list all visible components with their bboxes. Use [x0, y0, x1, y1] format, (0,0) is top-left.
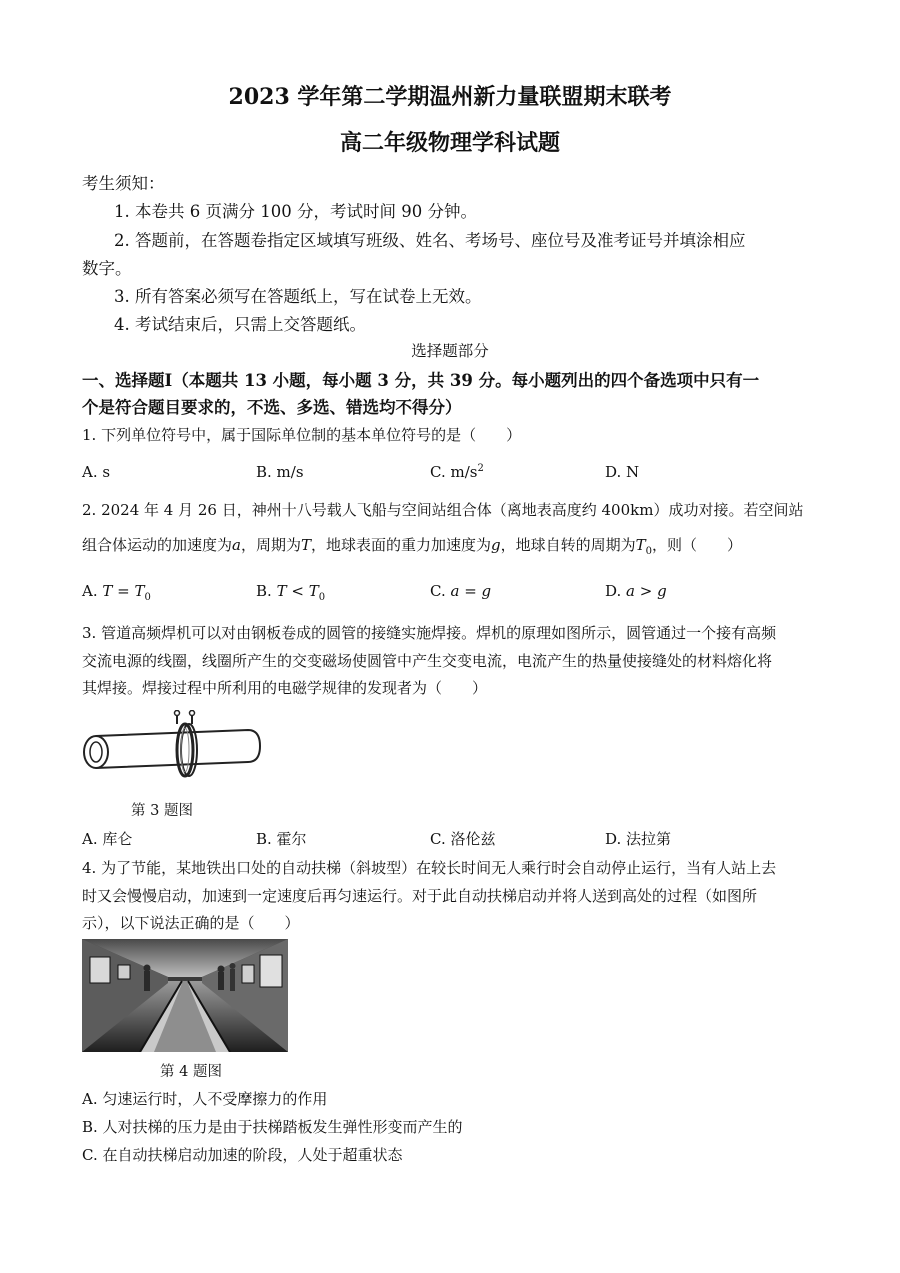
q2-option-c-label: C. — [430, 582, 446, 600]
q2-option-b-expr: T < T — [276, 582, 319, 600]
q3-option-b: B. 霍尔 — [256, 830, 307, 848]
q2-option-a-label: A. — [82, 582, 98, 600]
q2-option-a — [82, 582, 151, 603]
q1-option-b: B. m/s — [256, 463, 304, 481]
q3-figure-caption: 第 3 题图 — [131, 803, 193, 819]
q4-line2: 时又会慢慢启动，加速到一定速度后再匀速运行。对于此自动扶梯启动并将人送到高处的过程（如图所 — [82, 887, 758, 905]
q2-line2-e: ，则（ ） — [652, 536, 743, 554]
q2-option-c — [430, 582, 491, 600]
q2-line2-d: ，地球自转的周期为 — [500, 536, 636, 554]
q1-text: 1. 下列单位符号中，属于国际单位制的基本单位符号的是（ ） — [82, 426, 522, 444]
notice-item-4: 4. 考试结束后，只需上交答题纸。 — [114, 315, 366, 334]
q2-sub0: 0 — [645, 546, 653, 557]
q4-option-a: A. 匀速运行时，人不受摩擦力的作用 — [82, 1090, 328, 1108]
q4-option-b: B. 人对扶梯的压力是由于扶梯踏板发生弹性形变而产生的 — [82, 1118, 463, 1136]
q2-line2-b: ，周期为 — [240, 536, 301, 554]
q3-line1: 3. 管道高频焊机可以对由钢板卷成的圆管的接缝实施焊接。焊机的原理如图所示，圆管通过一个接有高频 — [82, 624, 777, 642]
q2-option-a-expr: T = T — [102, 582, 145, 600]
q4-escalator-photo — [82, 939, 288, 1052]
q2-line2-c: ，地球表面的重力加速度为 — [311, 536, 492, 554]
notice-item-2: 2. 答题前，在答题卷指定区域填写班级、姓名、考场号、座位号及准考证号并填涂相应 — [114, 231, 746, 250]
q2-option-b-label: B. — [256, 582, 272, 600]
q3-line2: 交流电源的线圈，线圈所产生的交变磁场使圆管中产生交变电流，电流产生的热量使接缝处的材料熔化将 — [82, 652, 773, 670]
q1-option-c-text: C. m/s — [430, 463, 478, 481]
section-heading-line2: 个是符合题目要求的，不选、多选、错选均不得分） — [82, 398, 462, 417]
q2-option-a-sub: 0 — [144, 592, 151, 603]
q2-option-b — [256, 582, 325, 603]
q3-line3: 其焊接。焊接过程中所利用的电磁学规律的发现者为（ ） — [82, 679, 488, 697]
notice-heading: 考生须知： — [82, 174, 165, 193]
q2-option-c-expr: a = g — [450, 582, 492, 600]
notice-item-2-cont: 数字。 — [82, 259, 132, 278]
q2-var-g: g — [491, 536, 501, 554]
q1-option-c — [430, 463, 484, 481]
q2-line2-a: 组合体运动的加速度为 — [82, 536, 233, 554]
q1-option-d: D. N — [605, 463, 640, 481]
q3-option-a: A. 库仑 — [82, 830, 133, 848]
q2-option-d — [605, 582, 667, 600]
q2-option-b-sub: 0 — [318, 592, 326, 603]
q2-option-d-label: D. — [605, 582, 622, 600]
q2-line2 — [82, 534, 742, 557]
exam-title: 2023 学年第二学期温州新力量联盟期末联考 — [228, 84, 672, 110]
q4-figure-caption: 第 4 题图 — [160, 1064, 222, 1080]
q3-option-c: C. 洛伦兹 — [430, 830, 496, 848]
notice-item-3: 3. 所有答案必须写在答题纸上，写在试卷上无效。 — [114, 287, 482, 306]
q2-var-T: T — [300, 536, 311, 554]
notice-item-1: 1. 本卷共 6 页满分 100 分，考试时间 90 分钟。 — [114, 202, 477, 221]
q1-option-c-sup: 2 — [477, 463, 484, 474]
exam-subtitle: 高二年级物理学科试题 — [339, 130, 560, 156]
q2-line1: 2. 2024 年 4 月 26 日，神州十八号载人飞船与空间站组合体（离地表高度约 400km）成功对接。若空间站 — [82, 501, 804, 519]
q3-pipe-coil-figure — [78, 710, 268, 790]
q3-option-d: D. 法拉第 — [605, 830, 672, 848]
q2-option-d-expr: a > g — [626, 582, 667, 600]
q4-line3: 示），以下说法正确的是（ ） — [82, 914, 300, 932]
q2-var-a: a — [232, 536, 241, 554]
part-title: 选择题部分 — [411, 342, 489, 360]
q2-var-T0: T — [635, 536, 646, 554]
q4-line1: 4. 为了节能，某地铁出口处的自动扶梯（斜坡型）在较长时间无人乘行时会自动停止运行，当有人站上去 — [82, 859, 777, 877]
q4-option-c: C. 在自动扶梯启动加速的阶段，人处于超重状态 — [82, 1146, 403, 1164]
q1-option-a: A. s — [82, 463, 111, 481]
section-heading-line1: 一、选择题Ⅰ（本题共 13 小题，每小题 3 分，共 39 分。每小题列出的四个备选项中只有一 — [82, 371, 760, 390]
